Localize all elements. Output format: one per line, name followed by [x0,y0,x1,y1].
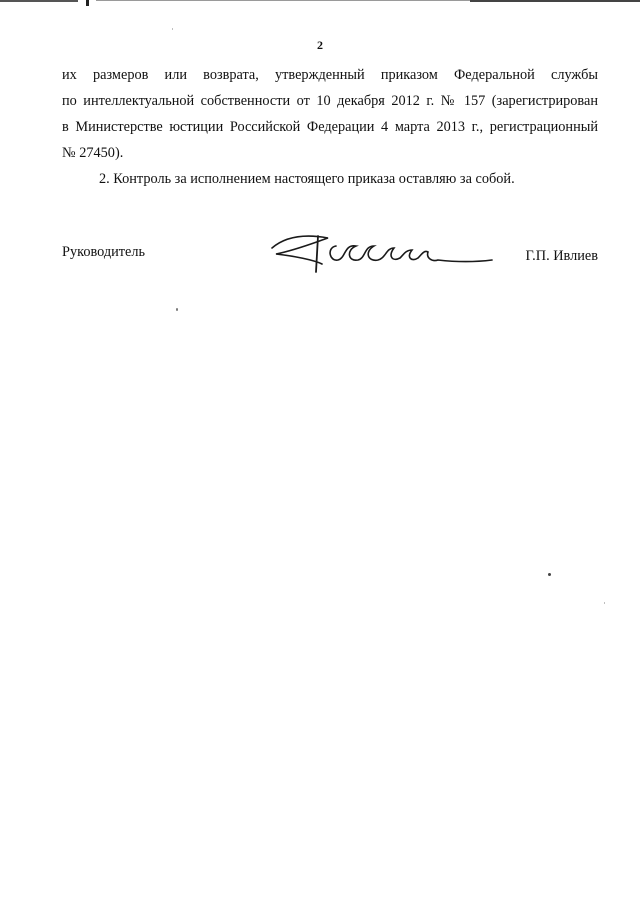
paragraph-1 [62,62,598,166]
paragraph-1-line-2: по интеллектуальной собственности от 10 декабря 2012 г. № 157 (зарегистрирован [62,93,598,109]
page-number: 2 [317,38,323,52]
signature-block [62,242,598,282]
signer-name: Г.П. Ивлиев [525,248,598,264]
scan-speck [172,28,173,30]
signer-role: Руководитель [62,244,146,260]
paragraph-2: 2. Контроль за исполнением настоящего приказа оставляю за собой. [99,171,515,187]
scan-speck [548,573,551,576]
scan-speck [176,308,178,311]
scan-speck [604,602,605,604]
scan-tick-mark [86,0,89,6]
paragraph-1-line-4: № 27450). [62,145,124,161]
handwritten-signature [266,226,496,276]
scan-edge-artifact [0,0,640,4]
paragraph-1-line-3: в Министерстве юстиции Российской Федерации 4 марта 2013 г., регистрационный [62,119,598,135]
paragraph-1-line-1: их размеров или возврата, утвержденный приказом Федеральной службы [62,67,598,83]
